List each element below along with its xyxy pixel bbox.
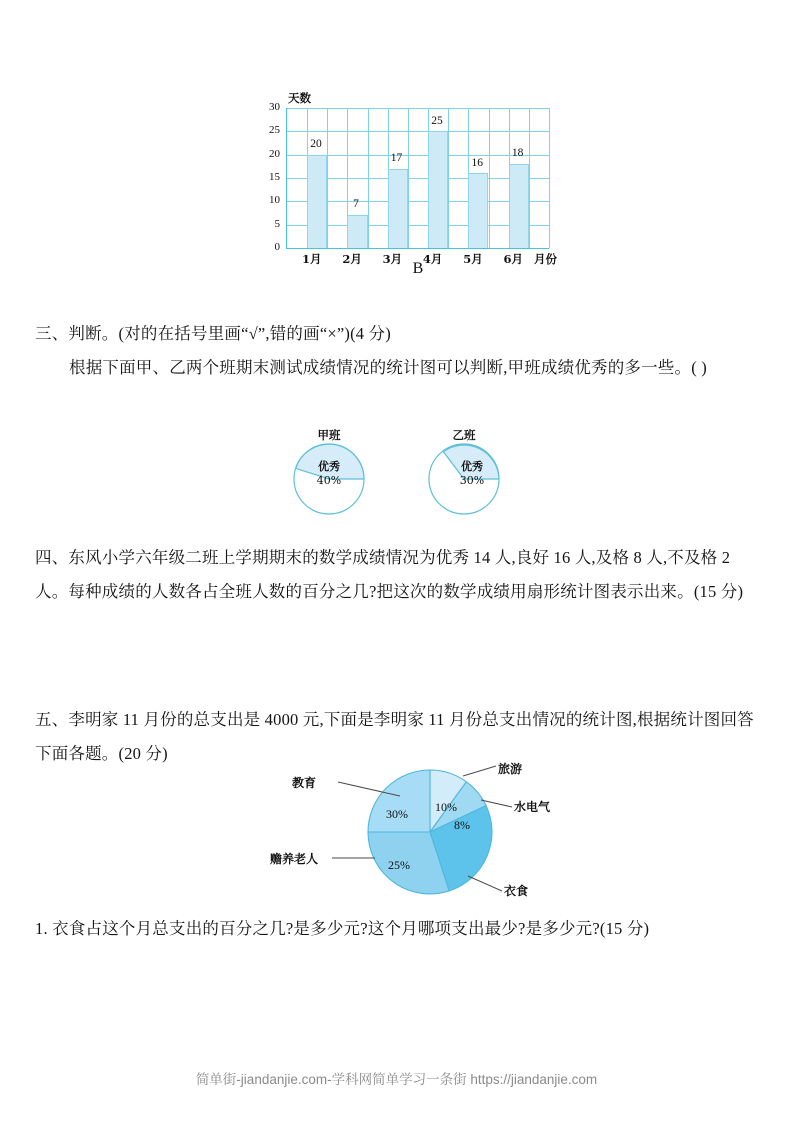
gridline-v-4 — [368, 108, 369, 248]
bar-chart-y-axis-title: 天数 — [288, 91, 311, 105]
y-tick-15: 15 — [269, 171, 280, 183]
expense-pct-travel: 10% — [435, 800, 457, 814]
gridline-v-12 — [529, 108, 530, 248]
bar-value-jun: 18 — [511, 147, 524, 159]
x-tick-feb: 2月 — [342, 252, 362, 266]
pie-chart-jia-slice-label — [305, 460, 353, 473]
expense-label-education: 教育 — [292, 776, 317, 790]
bar-value-may: 16 — [471, 157, 484, 169]
pie-chart-jia-slice-pct: 40% — [316, 474, 342, 487]
expense-label-utilities: 水电气 — [514, 800, 551, 814]
gridline-v-13 — [549, 108, 550, 248]
gridline-v-10 — [489, 108, 490, 248]
figure-b-caption: B — [412, 260, 424, 277]
pie-chart-yi-title: 乙班 — [452, 428, 476, 442]
pie-chart-yi-slice-pct: 30% — [459, 474, 485, 487]
bar-feb — [347, 215, 367, 248]
expense-pie-figure — [230, 760, 560, 905]
pie-yi-label-text: 优秀 — [461, 460, 483, 473]
expense-label-food: 衣食 — [504, 884, 529, 898]
section-five-question-1: 1. 衣食占这个月总支出的百分之几?是多少元?这个月哪项支出最少?是多少元?(15 分) — [35, 919, 650, 938]
y-tick-5: 5 — [274, 217, 280, 230]
pie-chart-yi-slice-label — [448, 460, 496, 473]
section-five-body: 五、李明家 11 月份的总支出是 4000 元,下面是李明家 11 月份总支出情况的统计图,根据统计图回答下面各题。(20 分) — [35, 710, 754, 763]
bar-apr — [428, 131, 448, 248]
expense-pct-utilities: 8% — [454, 818, 470, 832]
bar-chart-plot-area — [286, 108, 549, 249]
x-tick-jan: 1月 — [302, 252, 322, 266]
expense-pct-elders: 25% — [388, 858, 410, 872]
bar-value-feb: 7 — [353, 198, 359, 210]
section-three-heading: 三、判断。(对的在括号里画“√”,错的画“×”)(4 分) — [35, 324, 391, 343]
bar-mar — [388, 169, 408, 248]
slice-education — [368, 770, 430, 832]
expense-label-travel: 旅游 — [498, 762, 523, 776]
gridline-v-6 — [408, 108, 409, 248]
page-footer: 简单街-jiandanjie.com-学科网简单学习一条街 https://jiandanjie.com — [195, 1072, 598, 1087]
y-tick-20: 20 — [269, 147, 280, 160]
pie-chart-yi — [418, 427, 510, 515]
expense-pct-education: 30% — [386, 807, 408, 821]
bar-chart-x-axis-title: 月份 — [534, 252, 557, 266]
y-tick-30: 30 — [269, 101, 280, 113]
x-tick-jun: 6月 — [503, 252, 524, 266]
leader-line-travel — [463, 766, 496, 776]
pie-chart-jia-title: 甲班 — [317, 428, 341, 442]
x-tick-apr: 4月 — [422, 252, 443, 266]
bar-value-mar: 17 — [390, 152, 403, 164]
gridline-h-25 — [287, 131, 549, 132]
y-tick-0: 0 — [274, 241, 280, 253]
y-tick-25: 25 — [269, 124, 280, 137]
x-tick-may: 5月 — [463, 252, 483, 266]
bar-jun — [509, 164, 529, 248]
x-tick-mar: 3月 — [382, 252, 403, 266]
y-tick-10: 10 — [269, 194, 280, 207]
pie-jia-label-text: 优秀 — [318, 460, 340, 473]
bar-value-apr: 25 — [431, 115, 443, 127]
expense-label-elders: 赡养老人 — [270, 852, 319, 866]
bar-value-jan: 20 — [310, 138, 322, 150]
bar-may — [468, 173, 488, 248]
bar-chart-figure-b — [258, 88, 578, 288]
leader-line-food — [468, 876, 502, 891]
gridline-h-30 — [287, 108, 549, 109]
gridline-v-8 — [448, 108, 449, 248]
bar-jan — [307, 155, 327, 248]
section-four-body: 四、东风小学六年级二班上学期期末的数学成绩情况为优秀 14 人,良好 16 人,及格 8 人,不及格 2 人。每种成绩的人数各占全班人数的百分之几?把这次的数学成绩用扇形统计图表示出来。(15 分) — [35, 548, 744, 601]
section-three-body: 根据下面甲、乙两个班期末测试成绩情况的统计图可以判断,甲班成绩优秀的多一些。( ) — [69, 358, 707, 377]
gridline-v-2 — [327, 108, 328, 248]
pie-chart-jia — [283, 427, 375, 515]
